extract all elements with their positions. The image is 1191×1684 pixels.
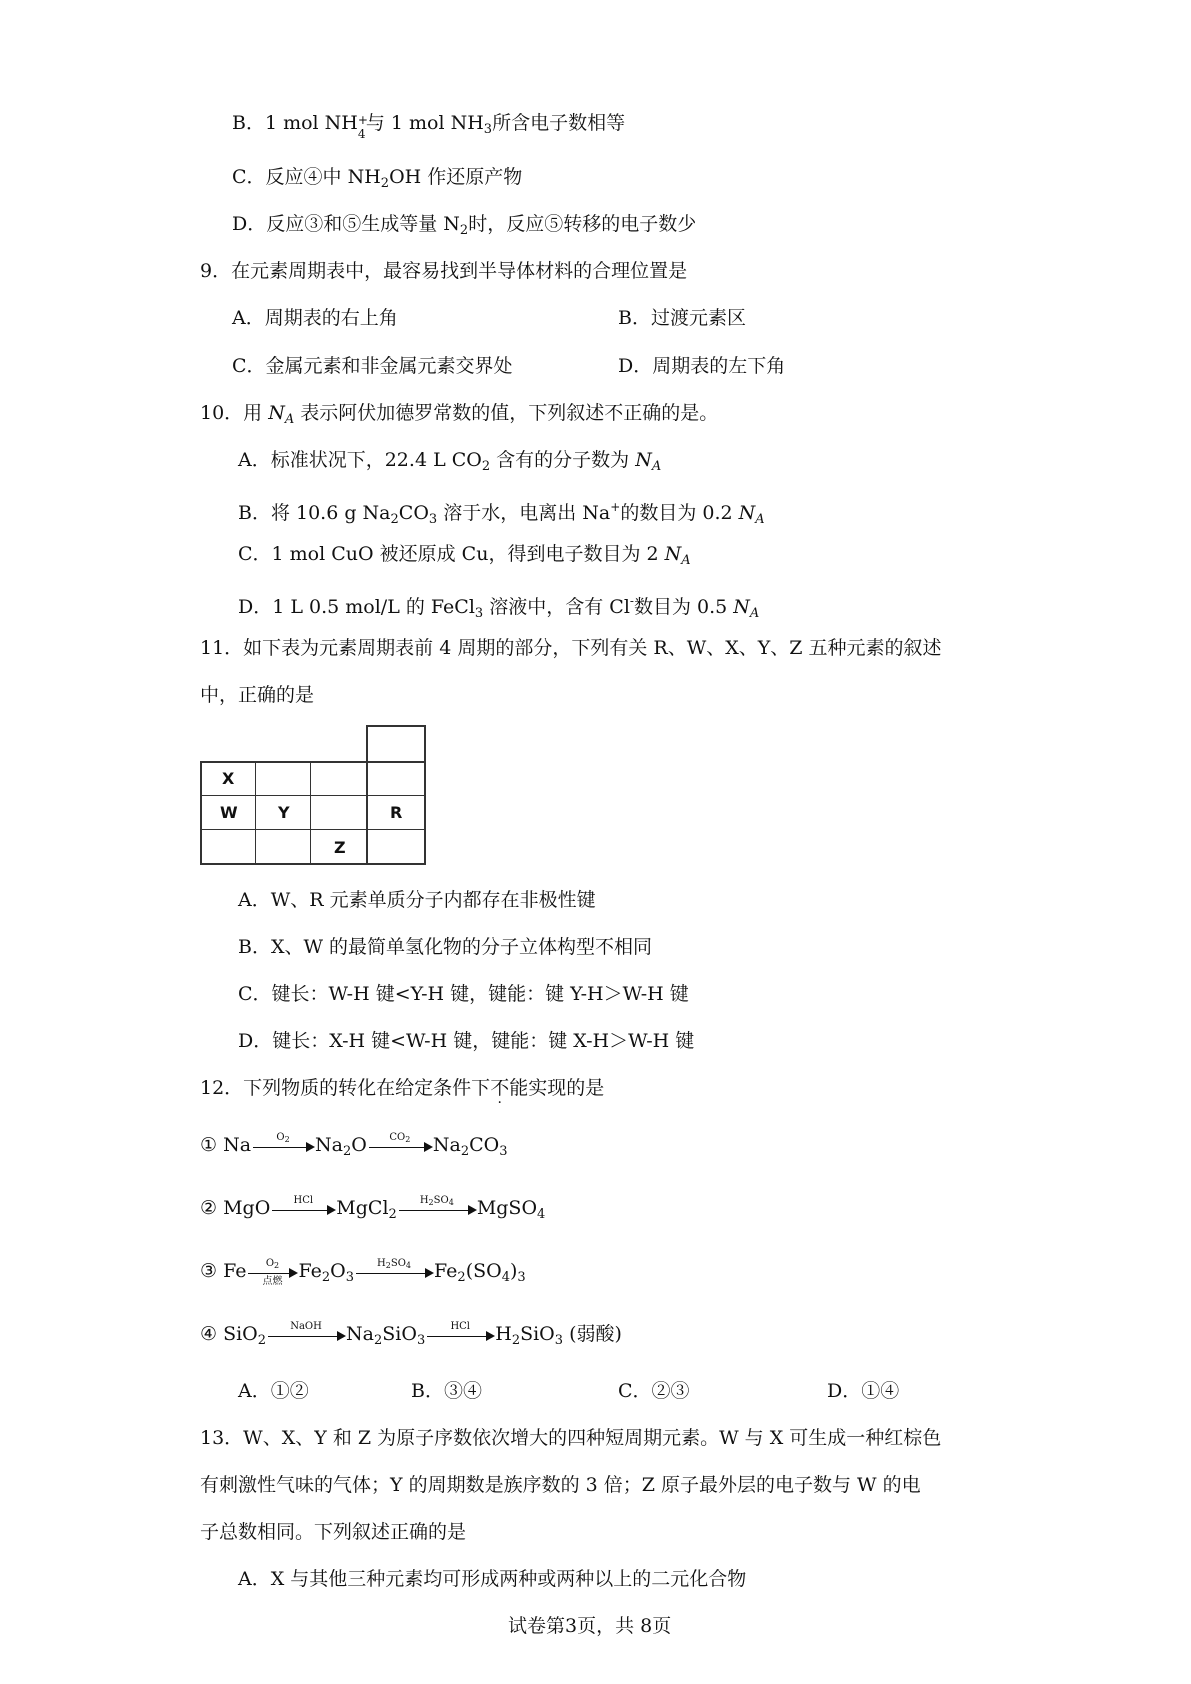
q11-stem-line1: 11．如下表为元素周期表前 4 周期的部分，下列有关 R、W、X、Y、Z 五种元素的叙述 [200,637,942,659]
q10-option-c: C．1 mol CuO 被还原成 Cu，得到电子数目为 2 $N_A$ [238,543,691,568]
q9-option-a: A．周期表的右上角 [232,307,398,329]
q11-option-a: A．W、R 元素单质分子内都存在非极性键 [238,889,596,911]
q12-option-d: D．①④ [827,1380,900,1402]
q12-stem: 12．下列物质的转化在给定条件下不 · 能实现的是 [200,1077,605,1111]
q12-option-b: B．③④ [411,1380,482,1402]
q12-reaction-2: ② MgO HCl MgCl$_2$ $H_2SO_4$ MgSO$_4$ [200,1195,546,1222]
table-cell-w: W [220,803,238,822]
q10-option-d: D．1 L 0.5 mol/L 的 FeCl$_3$ 溶液中，含有 Cl-数目为 0.5 $N_A$ [238,594,760,621]
q11-option-b: B．X、W 的最简单氢化物的分子立体构型不相同 [238,936,653,958]
table-cell-y: Y [278,803,290,822]
q13-stem-line1: 13．W、X、Y 和 Z 为原子序数依次增大的四种短周期元素。W 与 X 可生成一种红棕色 [200,1427,942,1449]
q8-option-b: B．1 mol NH + 4 与 1 mol $NH_3$所含电子数相等 [232,112,626,141]
periodic-table-fragment [200,725,426,865]
q10-option-a: A．标准状况下，22.4 L $CO_2$ 含有的分子数为 $N_A$ [238,449,662,474]
q11-stem-line2: 中，正确的是 [200,684,315,706]
table-cell-x: X [222,769,235,788]
q12-reaction-3: ③ Fe $O_2$ 点燃 $Fe_2O_3$ $H_2SO_4$ $Fe_2(SO_4)_3$ [200,1258,526,1287]
q12-reaction-4: ④ SiO$_2$ NaOH $Na_2SiO_3$ HCl $H_2SiO_3$ (弱酸) [200,1321,622,1348]
q12-reaction-1: ① Na $O_2$ $Na_2O$ $CO_2$ $Na_2CO_3$ [200,1132,508,1159]
q8-option-d: D．反应③和⑤生成等量 $N_2$时，反应⑤转移的电子数少 [232,213,697,238]
q9-stem: 9．在元素周期表中，最容易找到半导体材料的合理位置是 [200,260,688,282]
q13-stem-line3: 子总数相同。下列叙述正确的是 [200,1521,467,1543]
q13-option-a: A．X 与其他三种元素均可形成两种或两种以上的二元化合物 [238,1568,747,1590]
q12-option-a: A．①② [238,1380,309,1402]
q9-option-d: D．周期表的左下角 [618,355,786,377]
page-footer: 试卷第3页，共 8页 [508,1615,672,1637]
q11-option-d: D．键长：X-H 键<W-H 键，键能：键 X-H＞W-H 键 [238,1030,695,1052]
table-cell-z: Z [334,838,346,857]
q9-option-b: B．过渡元素区 [618,307,746,329]
q9-option-c: C．金属元素和非金属元素交界处 [232,355,513,377]
q8-option-c: C．反应④中 $NH_2OH$ 作还原产物 [232,166,523,191]
q12-option-c: C．②③ [618,1380,690,1402]
q13-stem-line2: 有刺激性气味的气体；Y 的周期数是族序数的 3 倍；Z 原子最外层的电子数与 W 的电 [200,1474,921,1496]
q10-option-b: B．将 10.6 g $Na_2CO_3$ 溶于水，电离出 Na+的数目为 0.2 $N_A$ [238,500,765,527]
q10-stem: 10．用 $N_A$ 表示阿伏加德罗常数的值，下列叙述不正确的是。 [200,402,719,427]
table-cell-r: R [390,803,403,822]
q11-option-c: C．键长：W-H 键<Y-H 键，键能：键 Y-H＞W-H 键 [238,983,689,1005]
